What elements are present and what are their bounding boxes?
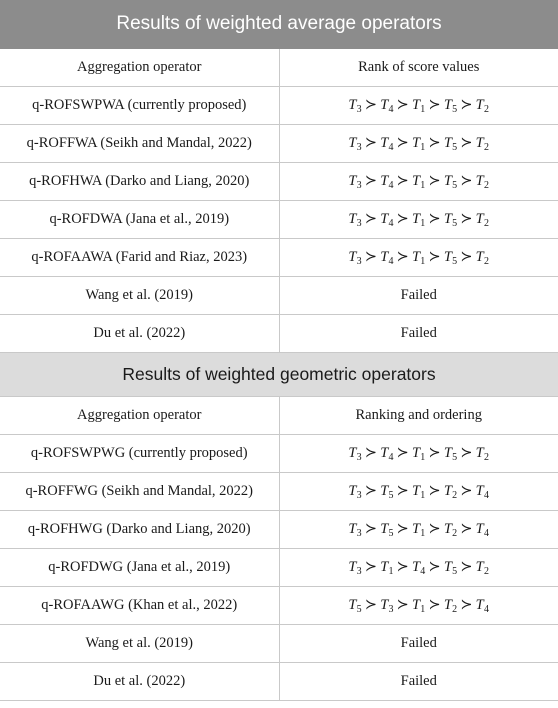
succeeds-symbol: ≻	[428, 482, 441, 499]
operator-cell: q-ROFAAWG (Khan et al., 2022)	[0, 587, 279, 625]
rank-term: $T_2$	[475, 96, 490, 115]
rank-term: $T_2$	[443, 520, 458, 539]
succeeds-symbol: ≻	[396, 134, 410, 151]
succeeds-symbol: ≻	[396, 248, 410, 265]
succeeds-symbol: ≻	[428, 210, 441, 227]
rank-cell	[279, 473, 558, 511]
rank-expression	[348, 97, 489, 113]
column-header-operator: Aggregation operator	[0, 49, 279, 87]
rank-cell	[279, 511, 558, 549]
table-row	[0, 277, 558, 315]
succeeds-symbol: ≻	[428, 444, 441, 461]
rank-term: $T_4$	[380, 172, 394, 191]
rank-expression	[348, 135, 489, 151]
rank-term: $T_3$	[380, 596, 394, 615]
rank-term: $T_4$	[380, 248, 394, 267]
succeeds-symbol: ≻	[460, 558, 473, 575]
result-cell: Failed	[279, 663, 558, 701]
rank-term: $T_5$	[443, 96, 458, 115]
rank-term: $T_5$	[443, 134, 458, 153]
succeeds-symbol: ≻	[428, 596, 441, 613]
rank-term: $T_3$	[348, 482, 362, 501]
rank-term: $T_3$	[348, 172, 362, 191]
rank-term: $T_2$	[475, 248, 490, 267]
rank-term: $T_2$	[443, 482, 458, 501]
succeeds-symbol: ≻	[364, 596, 378, 613]
succeeds-symbol: ≻	[396, 520, 410, 537]
operator-cell: q-ROFFWG (Seikh and Mandal, 2022)	[0, 473, 279, 511]
succeeds-symbol: ≻	[396, 558, 410, 575]
rank-term: $T_5$	[348, 596, 362, 615]
operator-cell: q-ROFSWPWA (currently proposed)	[0, 87, 279, 125]
succeeds-symbol: ≻	[460, 210, 473, 227]
rank-term: $T_4$	[475, 482, 490, 501]
rank-term: $T_1$	[412, 596, 426, 615]
rank-expression	[348, 445, 489, 461]
rank-term: $T_4$	[412, 558, 426, 577]
rank-term: $T_5$	[443, 444, 458, 463]
rank-term: $T_1$	[412, 444, 426, 463]
column-header-row-average	[0, 49, 558, 87]
rank-term: $T_5$	[443, 248, 458, 267]
operator-cell: q-ROFDWG (Jana et al., 2019)	[0, 549, 279, 587]
rank-term: $T_1$	[412, 520, 426, 539]
rank-term: $T_5$	[443, 210, 458, 229]
succeeds-symbol: ≻	[364, 248, 378, 265]
operator-cell: q-ROFHWA (Darko and Liang, 2020)	[0, 163, 279, 201]
succeeds-symbol: ≻	[460, 596, 473, 613]
rank-term: $T_3$	[348, 520, 362, 539]
rank-cell	[279, 163, 558, 201]
succeeds-symbol: ≻	[364, 210, 378, 227]
succeeds-symbol: ≻	[428, 96, 441, 113]
succeeds-symbol: ≻	[396, 172, 410, 189]
rank-term: $T_4$	[380, 96, 394, 115]
rank-term: $T_4$	[380, 134, 394, 153]
succeeds-symbol: ≻	[460, 444, 473, 461]
table-row	[0, 87, 558, 125]
table-row	[0, 473, 558, 511]
table-row	[0, 163, 558, 201]
rank-expression	[348, 597, 489, 613]
succeeds-symbol: ≻	[396, 596, 410, 613]
succeeds-symbol: ≻	[460, 134, 473, 151]
succeeds-symbol: ≻	[428, 248, 441, 265]
column-header-ranking: Ranking and ordering	[279, 397, 558, 435]
operator-cell: q-ROFHWG (Darko and Liang, 2020)	[0, 511, 279, 549]
operator-cell: Du et al. (2022)	[0, 663, 279, 701]
operator-cell: Wang et al. (2019)	[0, 625, 279, 663]
rank-term: $T_1$	[412, 210, 426, 229]
rank-term: $T_4$	[475, 520, 490, 539]
succeeds-symbol: ≻	[460, 248, 473, 265]
rank-expression	[348, 483, 489, 499]
table-row	[0, 315, 558, 353]
table-row	[0, 125, 558, 163]
succeeds-symbol: ≻	[364, 96, 378, 113]
rank-expression	[348, 173, 489, 189]
rank-term: $T_5$	[380, 520, 394, 539]
rank-term: $T_1$	[412, 134, 426, 153]
table-row	[0, 435, 558, 473]
column-header-rank: Rank of score values	[279, 49, 558, 87]
rank-term: $T_3$	[348, 248, 362, 267]
result-cell: Failed	[279, 315, 558, 353]
table-row	[0, 587, 558, 625]
table-row	[0, 201, 558, 239]
rank-term: $T_5$	[443, 558, 458, 577]
succeeds-symbol: ≻	[460, 482, 473, 499]
section-header-average	[0, 0, 558, 49]
rank-expression	[348, 211, 489, 227]
succeeds-symbol: ≻	[428, 558, 441, 575]
rank-term: $T_4$	[475, 596, 490, 615]
section-header-geometric	[0, 353, 558, 397]
rank-cell	[279, 435, 558, 473]
rank-term: $T_1$	[412, 482, 426, 501]
succeeds-symbol: ≻	[460, 520, 473, 537]
succeeds-symbol: ≻	[364, 172, 378, 189]
succeeds-symbol: ≻	[460, 172, 473, 189]
rank-term: $T_1$	[412, 172, 426, 191]
section-title-average: Results of weighted average operators	[0, 0, 558, 49]
rank-term: $T_3$	[348, 134, 362, 153]
succeeds-symbol: ≻	[364, 520, 378, 537]
rank-term: $T_3$	[348, 210, 362, 229]
rank-expression	[348, 249, 489, 265]
table-row	[0, 239, 558, 277]
succeeds-symbol: ≻	[396, 210, 410, 227]
table-row	[0, 625, 558, 663]
operator-cell: q-ROFAAWA (Farid and Riaz, 2023)	[0, 239, 279, 277]
result-cell: Failed	[279, 277, 558, 315]
rank-term: $T_2$	[443, 596, 458, 615]
rank-term: $T_3$	[348, 558, 362, 577]
rank-term: $T_4$	[380, 210, 394, 229]
section-title-geometric: Results of weighted geometric operators	[0, 353, 558, 397]
rank-cell	[279, 549, 558, 587]
rank-expression	[348, 559, 489, 575]
rank-term: $T_5$	[380, 482, 394, 501]
rank-term: $T_3$	[348, 444, 362, 463]
succeeds-symbol: ≻	[364, 558, 378, 575]
operator-cell: q-ROFSWPWG (currently proposed)	[0, 435, 279, 473]
succeeds-symbol: ≻	[460, 96, 473, 113]
rank-cell	[279, 87, 558, 125]
rank-term: $T_2$	[475, 210, 490, 229]
result-cell: Failed	[279, 625, 558, 663]
table-row	[0, 511, 558, 549]
succeeds-symbol: ≻	[364, 444, 378, 461]
operator-cell: Du et al. (2022)	[0, 315, 279, 353]
succeeds-symbol: ≻	[428, 134, 441, 151]
rank-cell	[279, 201, 558, 239]
column-header-operator: Aggregation operator	[0, 397, 279, 435]
rank-term: $T_3$	[348, 96, 362, 115]
rank-term: $T_4$	[380, 444, 394, 463]
rank-cell	[279, 587, 558, 625]
succeeds-symbol: ≻	[396, 96, 410, 113]
operator-cell: q-ROFDWA (Jana et al., 2019)	[0, 201, 279, 239]
rank-term: $T_2$	[475, 444, 490, 463]
rank-term: $T_5$	[443, 172, 458, 191]
succeeds-symbol: ≻	[364, 482, 378, 499]
table-row	[0, 549, 558, 587]
succeeds-symbol: ≻	[396, 444, 410, 461]
rank-term: $T_1$	[380, 558, 394, 577]
succeeds-symbol: ≻	[396, 482, 410, 499]
rank-term: $T_2$	[475, 172, 490, 191]
rank-term: $T_2$	[475, 134, 490, 153]
rank-cell	[279, 125, 558, 163]
operator-cell: Wang et al. (2019)	[0, 277, 279, 315]
succeeds-symbol: ≻	[364, 134, 378, 151]
rank-cell	[279, 239, 558, 277]
succeeds-symbol: ≻	[428, 520, 441, 537]
column-header-row-geometric	[0, 397, 558, 435]
table-row	[0, 663, 558, 701]
rank-term: $T_2$	[475, 558, 490, 577]
operator-cell: q-ROFFWA (Seikh and Mandal, 2022)	[0, 125, 279, 163]
rank-expression	[348, 521, 489, 537]
rank-term: $T_1$	[412, 248, 426, 267]
rank-term: $T_1$	[412, 96, 426, 115]
succeeds-symbol: ≻	[428, 172, 441, 189]
